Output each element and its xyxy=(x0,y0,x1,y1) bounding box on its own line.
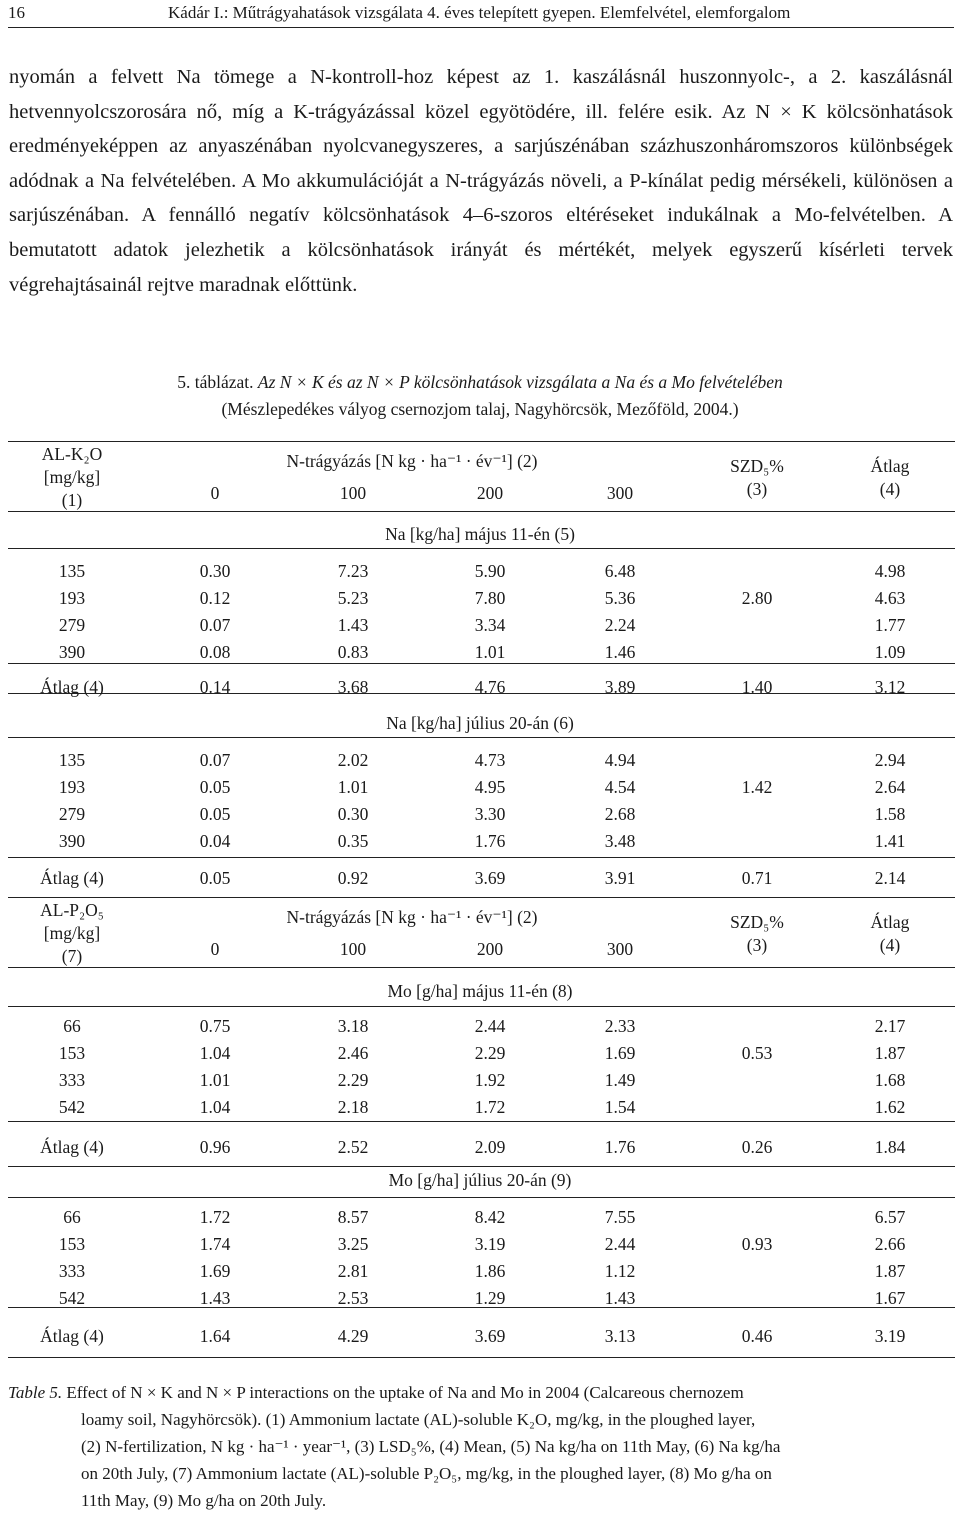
mean-row-label: Átlag (4) xyxy=(40,1326,104,1346)
table-cell: 8.42 xyxy=(474,1207,506,1227)
row-mean: 1.09 xyxy=(874,642,906,662)
section-title: Na [kg/ha] május 11-én (5) xyxy=(385,524,575,544)
table-cell: 1.76 xyxy=(474,831,506,851)
table-cell: 3.18 xyxy=(337,1016,369,1036)
table-cell: 2.53 xyxy=(337,1288,369,1308)
table-cell: 0.12 xyxy=(199,588,231,608)
table-rule xyxy=(8,1121,955,1122)
table-cell: 3.19 xyxy=(474,1234,506,1254)
header-rule xyxy=(8,27,954,28)
table-rule xyxy=(8,511,955,512)
table-cell: 1.01 xyxy=(199,1070,231,1090)
factor-header-line: AL-P₂O₅ xyxy=(40,900,104,920)
row-level: 390 xyxy=(58,831,86,851)
row-mean: 2.94 xyxy=(874,750,906,770)
table-cell: 1.92 xyxy=(474,1070,506,1090)
table-cell: 0.30 xyxy=(337,804,369,824)
mean-cell: 0.05 xyxy=(199,868,231,888)
row-level: 193 xyxy=(58,588,86,608)
table-cell: 1.72 xyxy=(199,1207,231,1227)
table-cell: 1.43 xyxy=(199,1288,231,1308)
table-cell: 7.55 xyxy=(604,1207,636,1227)
table-cell: 0.05 xyxy=(199,804,231,824)
n-level-header: 300 xyxy=(606,939,634,959)
n-level-header: 200 xyxy=(476,939,504,959)
n-fertilization-header: N-trágyázás [N kg · ha⁻¹ · év⁻¹] (2) xyxy=(286,451,538,471)
lsd-value: 0.71 xyxy=(741,868,773,888)
table-cell: 7.80 xyxy=(474,588,506,608)
lsd-value: 1.40 xyxy=(741,677,773,697)
row-level: 135 xyxy=(58,561,86,581)
row-mean: 2.64 xyxy=(874,777,906,797)
lsd-header-line: (3) xyxy=(746,479,768,499)
table-rule xyxy=(8,1006,955,1007)
table-cell: 4.94 xyxy=(604,750,636,770)
row-mean: 4.98 xyxy=(874,561,906,581)
factor-header-line: [mg/kg] xyxy=(43,923,101,943)
table-cell: 2.29 xyxy=(337,1070,369,1090)
row-level: 66 xyxy=(63,1207,81,1227)
table-cell: 8.57 xyxy=(337,1207,369,1227)
mean-cell: 3.69 xyxy=(474,1326,506,1346)
table-cell: 4.54 xyxy=(604,777,636,797)
table-cell: 2.46 xyxy=(337,1043,369,1063)
n-fertilization-header: N-trágyázás [N kg · ha⁻¹ · év⁻¹] (2) xyxy=(286,907,538,927)
row-level: 279 xyxy=(58,804,86,824)
section-title: Mo [g/ha] május 11-én (8) xyxy=(387,981,573,1001)
english-caption xyxy=(8,1379,954,1514)
mean-header-line: Átlag xyxy=(870,456,910,476)
mean-cell: 3.13 xyxy=(604,1326,636,1346)
body-paragraph: nyomán a felvett Na tömege a N-kontroll-hoz képest az 1. kaszálásnál huszonnyolc-, a 2. kaszálásnál hetvennyolcszorosára nő, míg a K-trágyázással közel egyötödére, ill. felére esik. Az N × K kölcsönhatások eredményeképpen az anyaszénában nyolcvanegyszeres, a sarjúszénában százhuszonháromszoros különbségek adódnak a Na felvételében. A Mo akkumulációját a N-trágyázás növeli, a P-kínálat pedig mérsékeli, különösen a sarjúszénában. A fennálló negatív kölcsönhatások 4–6-szoros eltéréseket indukálnak a Mo-felvételben. A bemutatott adatok jelezhetik a kölcsönhatások irányát és mértékét, melyek egyszerű kísérleti tervek végrehajtásainál rejtve maradnak előttünk. xyxy=(9,66,953,296)
table-cell: 1.69 xyxy=(604,1043,636,1063)
table-cell: 2.44 xyxy=(604,1234,636,1254)
grand-mean: 3.19 xyxy=(874,1326,906,1346)
table-cell: 3.48 xyxy=(604,831,636,851)
table-title: Az N × K és az N × P kölcsönhatások vizsgálata a Na és a Mo felvételében xyxy=(257,372,783,392)
row-level: 542 xyxy=(58,1288,86,1308)
row-mean: 2.66 xyxy=(874,1234,906,1254)
row-mean: 1.67 xyxy=(874,1288,906,1308)
table-cell: 0.30 xyxy=(199,561,231,581)
mean-row-label: Átlag (4) xyxy=(40,1137,104,1157)
table-cell: 2.68 xyxy=(604,804,636,824)
row-mean: 2.17 xyxy=(874,1016,906,1036)
english-caption-line-2: loamy soil, Nagyhörcsök). (1) Ammonium lactate (AL)-soluble K₂O, mg/kg, in the ploughed layer, xyxy=(81,1410,756,1429)
table-rule xyxy=(8,441,955,442)
grand-mean: 1.84 xyxy=(874,1137,906,1157)
table-cell: 1.86 xyxy=(474,1261,506,1281)
row-level: 66 xyxy=(63,1016,81,1036)
table-cell: 1.46 xyxy=(604,642,636,662)
lsd-header-line: SZD₅% xyxy=(730,912,784,932)
table-cell: 1.01 xyxy=(474,642,506,662)
n-level-header: 300 xyxy=(606,483,634,503)
table-cell: 1.43 xyxy=(604,1288,636,1308)
table-rule xyxy=(8,967,955,968)
table-cell: 0.05 xyxy=(199,777,231,797)
factor-header-line: (7) xyxy=(61,946,83,966)
english-caption-line-3: (2) N-fertilization, N kg · ha⁻¹ · year⁻¹, (3) LSD₅%, (4) Mean, (5) Na kg/ha on 11th May, (6) Na kg/ha xyxy=(81,1437,781,1456)
table-rule xyxy=(8,897,955,898)
mean-header-line: Átlag xyxy=(870,912,910,932)
table-subtitle: (Mészlepedékes vályog csernozjom talaj, Nagyhörcsök, Mezőföld, 2004.) xyxy=(221,399,739,419)
row-mean: 1.87 xyxy=(874,1043,906,1063)
lsd-value: 0.93 xyxy=(741,1234,773,1254)
table-cell: 1.72 xyxy=(474,1097,506,1117)
table-cell: 0.35 xyxy=(337,831,369,851)
row-level: 279 xyxy=(58,615,86,635)
row-mean: 1.41 xyxy=(874,831,906,851)
table-cell: 3.30 xyxy=(474,804,506,824)
table-cell: 3.34 xyxy=(474,615,506,635)
row-level: 193 xyxy=(58,777,86,797)
mean-cell: 2.52 xyxy=(337,1137,369,1157)
row-level: 333 xyxy=(58,1261,86,1281)
mean-header-line: (4) xyxy=(879,479,901,499)
mean-cell: 4.76 xyxy=(474,677,506,697)
table-cell: 2.44 xyxy=(474,1016,506,1036)
table-cell: 0.08 xyxy=(199,642,231,662)
table-number: 5. táblázat. xyxy=(177,372,254,392)
mean-header-line: (4) xyxy=(879,935,901,955)
table-rule xyxy=(8,737,955,738)
n-level-header: 100 xyxy=(339,939,367,959)
row-mean: 1.58 xyxy=(874,804,906,824)
table-cell: 6.48 xyxy=(604,561,636,581)
running-title: Kádár I.: Műtrágyahatások vizsgálata 4. éves telepített gyepen. Elemfelvétel, elemforgalom xyxy=(168,3,791,22)
lsd-value: 1.42 xyxy=(741,777,773,797)
table-cell: 4.73 xyxy=(474,750,506,770)
page-number: 16 xyxy=(8,3,25,22)
table-rule xyxy=(8,1357,955,1358)
table-cell: 0.04 xyxy=(199,831,231,851)
table-cell: 0.75 xyxy=(199,1016,231,1036)
mean-row-label: Átlag (4) xyxy=(40,868,104,888)
table-cell: 5.90 xyxy=(474,561,506,581)
mean-cell: 1.64 xyxy=(199,1326,231,1346)
mean-cell: 3.91 xyxy=(604,868,636,888)
row-level: 153 xyxy=(58,1234,86,1254)
mean-cell: 0.92 xyxy=(337,868,369,888)
table-cell: 0.07 xyxy=(199,615,231,635)
table-cell: 5.36 xyxy=(604,588,636,608)
factor-header-line: (1) xyxy=(61,490,83,510)
table-cell: 2.81 xyxy=(337,1261,369,1281)
table-rule xyxy=(8,548,955,549)
n-level-header: 0 xyxy=(210,483,220,503)
n-level-header: 200 xyxy=(476,483,504,503)
lsd-value: 0.46 xyxy=(741,1326,773,1346)
table-cell: 2.33 xyxy=(604,1016,636,1036)
row-mean: 1.87 xyxy=(874,1261,906,1281)
table-cell: 1.01 xyxy=(337,777,369,797)
table-rule xyxy=(8,857,955,858)
table-cell: 1.54 xyxy=(604,1097,636,1117)
section-title: Na [kg/ha] július 20-án (6) xyxy=(386,713,574,733)
table-cell: 2.29 xyxy=(474,1043,506,1063)
n-level-header: 100 xyxy=(339,483,367,503)
english-caption-line-5: 11th May, (9) Mo g/ha on 20th July. xyxy=(81,1491,327,1510)
table-rule xyxy=(8,1197,955,1198)
running-header xyxy=(8,2,954,28)
row-mean: 4.63 xyxy=(874,588,906,608)
lsd-value: 2.80 xyxy=(741,588,773,608)
table-cell: 2.02 xyxy=(337,750,369,770)
table-cell: 0.83 xyxy=(337,642,369,662)
grand-mean: 3.12 xyxy=(874,677,906,697)
factor-header-line: AL-K₂O xyxy=(41,444,103,464)
row-level: 153 xyxy=(58,1043,86,1063)
table-cell: 1.12 xyxy=(604,1261,636,1281)
table-cell: 0.07 xyxy=(199,750,231,770)
table-cell: 1.49 xyxy=(604,1070,636,1090)
table-cell: 7.23 xyxy=(337,561,369,581)
row-mean: 1.68 xyxy=(874,1070,906,1090)
mean-cell: 0.14 xyxy=(199,677,231,697)
mean-cell: 4.29 xyxy=(337,1326,369,1346)
row-mean: 6.57 xyxy=(874,1207,906,1227)
table-cell: 3.25 xyxy=(337,1234,369,1254)
table-cell: 5.23 xyxy=(337,588,369,608)
mean-row-label: Átlag (4) xyxy=(40,677,104,697)
mean-cell: 3.68 xyxy=(337,677,369,697)
table-cell: 1.29 xyxy=(474,1288,506,1308)
factor-header-line: [mg/kg] xyxy=(43,467,101,487)
lsd-value: 0.26 xyxy=(741,1137,773,1157)
mean-cell: 0.96 xyxy=(199,1137,231,1157)
table-cell: 2.24 xyxy=(604,615,636,635)
row-level: 135 xyxy=(58,750,86,770)
row-mean: 1.62 xyxy=(874,1097,906,1117)
english-caption-label: Table 5. xyxy=(8,1383,63,1402)
table-cell: 1.74 xyxy=(199,1234,231,1254)
lsd-header-line: SZD₅% xyxy=(730,456,784,476)
mean-cell: 1.76 xyxy=(604,1137,636,1157)
table-cell: 1.04 xyxy=(199,1097,231,1117)
row-level: 390 xyxy=(58,642,86,662)
mean-cell: 3.89 xyxy=(604,677,636,697)
row-level: 333 xyxy=(58,1070,86,1090)
table-cell: 1.69 xyxy=(199,1261,231,1281)
table-rule xyxy=(8,1166,955,1167)
row-level: 542 xyxy=(58,1097,86,1117)
table-cell: 4.95 xyxy=(474,777,506,797)
table-caption xyxy=(0,369,960,395)
section-title: Mo [g/ha] július 20-án (9) xyxy=(388,1170,572,1190)
mean-cell: 2.09 xyxy=(474,1137,506,1157)
table-rule xyxy=(8,663,955,664)
english-caption-line-4: on 20th July, (7) Ammonium lactate (AL)-soluble P₂O₅, mg/kg, in the ploughed layer, (8) Mo g/ha on xyxy=(81,1464,772,1483)
mean-cell: 3.69 xyxy=(474,868,506,888)
lsd-value: 0.53 xyxy=(741,1043,773,1063)
n-level-header: 0 xyxy=(210,939,220,959)
table-cell: 2.18 xyxy=(337,1097,369,1117)
lsd-header-line: (3) xyxy=(746,935,768,955)
table-cell: 1.43 xyxy=(337,615,369,635)
row-mean: 1.77 xyxy=(874,615,906,635)
table-cell: 1.04 xyxy=(199,1043,231,1063)
grand-mean: 2.14 xyxy=(874,868,906,888)
english-caption-line-1: Table 5. Effect of N × K and N × P interactions on the uptake of Na and Mo in 2004 (Calcareous chernozem xyxy=(8,1383,744,1402)
